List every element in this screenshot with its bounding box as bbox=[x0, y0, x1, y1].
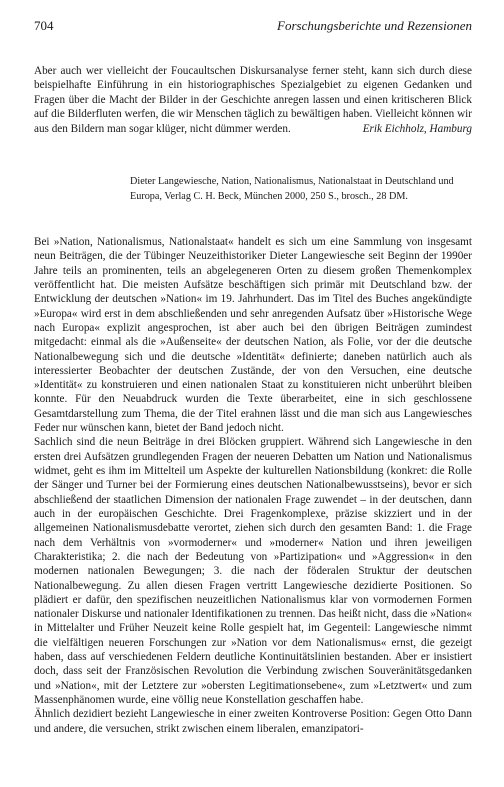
reviewer-name: Erik Eichholz, Hamburg bbox=[362, 122, 472, 135]
page-number: 704 bbox=[34, 18, 54, 33]
book-reference: Dieter Langewiesche, Nation, Nationalismus, Nationalstaat in Deutschland und Europa, Verlag C. H. Beck, München 2000, 250 S., brosch., 28 DM. bbox=[130, 176, 454, 202]
review-body bbox=[34, 235, 472, 736]
previous-review-text: Aber auch wer vielleicht der Foucaultschen Diskursanalyse ferner steht, kann sich durch diese beispielhafte Einführung in ein historiographisches Spezialgebiet zu eigenen Gedanken und Fragen über die Macht der Bilder in der Geschichte anregen lassen und einen kritischeren Blick auf die Bilderfluten werfen, die wir Menschen täglich zu bewältigen haben. Vielleicht können wir aus den Bildern man sogar klüger, nicht dümmer werden. bbox=[34, 65, 472, 135]
body-paragraph-1: Bei »Nation, Nationalismus, Nationalstaat« handelt es sich um eine Sammlung von insgesamt neun Beiträgen, die der Tübinger Neuzeithistoriker Dieter Langewiesche seit Beginn der 1990er Jahre teils an prominenten, teils an abgelegeneren Orten zu diesem großen Themenkomplex veröffentlicht hat. Die meisten Aufsätze beschäftigen sich primär mit Deutschland bzw. der Entwicklung der deutschen »Nation« im 19. Jahrhundert. Das im Titel des Buches angekündigte »Europa« wird erst in dem abschließenden und sehr anregenden Aufsatz über »Historische Wege nach Europa« explizit angesprochen, ist aber auch bei den übrigen Beiträgen zumindest mitgedacht: einmal als die »Außenseite« der deutschen Nation, als Folie, vor der die deutsche Nationalbewegung sich und die deutsche »Identität« definierte; daneben natürlich auch als interessierter Beobachter der deutschen Zustände, der von den Versuchen, eine deutsche »Identität« zu konstruieren und einen nationalen Staat zu konstituieren nicht unberührt bleiben konnte. Für den Neuabdruck wurden die Texte überarbeitet, eine in sich geschlossene Gesamtdarstellung zum Thema, die der Titel erahnen lässt und die man sich aus Langewiesches Feder nur wünschen kann, bietet der Band jedoch nicht. bbox=[34, 236, 472, 435]
previous-review-ending bbox=[34, 64, 472, 136]
reviewer-signature bbox=[363, 122, 472, 136]
page-header bbox=[34, 18, 472, 34]
body-paragraph-2: Sachlich sind die neun Beiträge in drei Blöcken gruppiert. Während sich Langewiesche in den ersten drei Aufsätzen grundlegenden Fragen der neueren Debatten um Nation und Nationalismus widmet, geht es ihm im Mittelteil um Aspekte der kulturellen Nationsbildung (konkret: die Rolle der Sänger und Turner bei der Formierung eines deutschen Nationalbewusstseins), bevor er sich abschließend der staatlichen Dimension der nationalen Frage zuwendet – in der deutschen, dann auch in der europäischen Geschichte. Drei Fragenkomplexe, präzise skizziert und in der allgemeinen Nationalismusdebatte verortet, ziehen sich durch den gesamten Band: 1. die Frage nach dem Verhältnis von »vormoderner« und »moderner« Nation und ihren jeweiligen Charakteristika; 2. die nach der Bedeutung von »Partizipation« und »Aggression« in den modernen nationalen Bewegungen; 3. die nach der föderalen Struktur der deutschen Nationalbewegung. Zu allen diesen Fragen vertritt Langewiesche dezidierte Positionen. So plädiert er dafür, den spezifischen neuzeitlichen Nationalismus klar von vormodernen Formen nationaler Diskurse und nationaler Identifikationen zu trennen. Das heißt nicht, dass die »Nation« in Mittelalter und Früher Neuzeit keine Rolle gespielt hat, im Gegenteil: Langewiesche nimmt die vielfältigen neueren Forschungen zur »Nation vor dem Nationalismus« ernst, die gezeigt haben, dass auf verschiedenen Feldern deutliche Kontinuitätslinien bestanden. Aber er insistiert doch, dass seit der Französischen Revolution die Verbindung zwischen Souveränitätsgedanken und »Nation«, mit der Letztere zur »obersten Legitimationsebene«, zum »Letztwert« und zum Massenphänomen wurde, eine völlig neue Konstellation geschaffen habe. bbox=[34, 436, 472, 706]
body-paragraph-3: Ähnlich dezidiert bezieht Langewiesche in einer zweiten Kontroverse Position: Gegen Otto Dann und andere, die versuchen, strikt zwischen einem liberalen, emanzipatori- bbox=[34, 708, 472, 735]
running-title: Forschungsberichte und Rezensionen bbox=[277, 18, 472, 33]
